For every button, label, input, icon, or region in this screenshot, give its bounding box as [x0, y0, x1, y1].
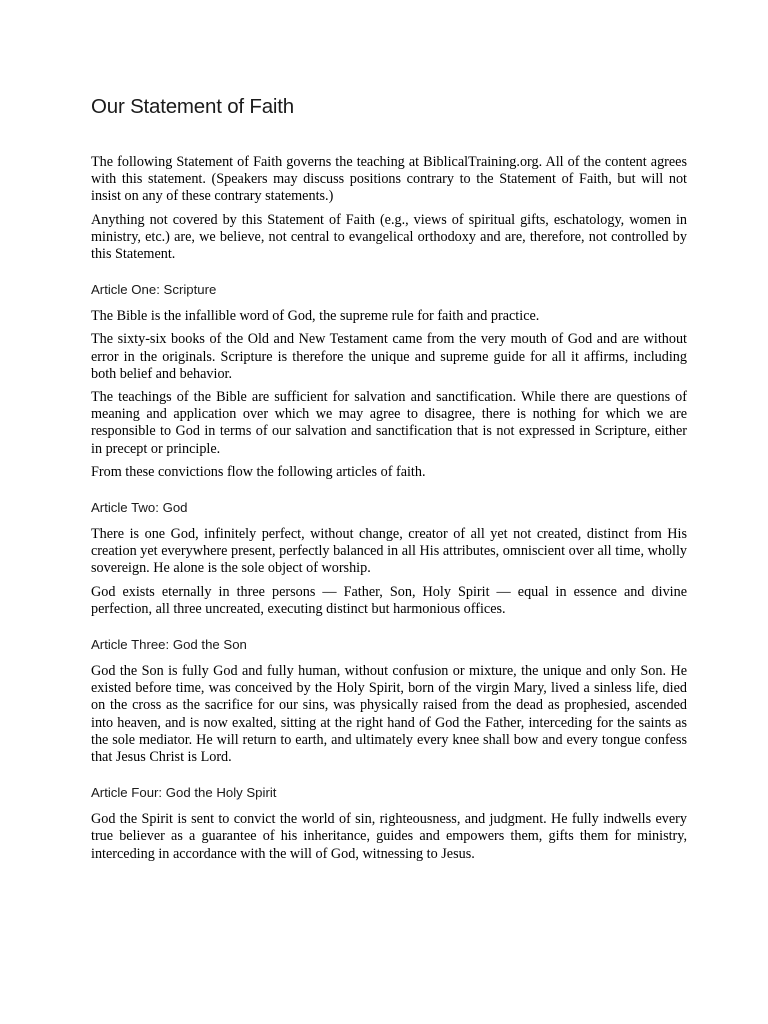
article-two-section: [91, 499, 687, 618]
article-paragraph: The sixty-six books of the Old and New Testament came from the very mouth of God and are without error in the originals. Scripture is therefore the unique and supreme guide for all it affirms, including both belief and behavior.: [91, 331, 687, 382]
page-title: Our Statement of Faith: [91, 95, 294, 118]
article-four-section: [91, 784, 687, 863]
article-one-heading: Article One: Scripture: [91, 282, 217, 298]
article-two-heading: Article Two: God: [91, 500, 188, 516]
article-paragraph: God the Spirit is sent to convict the world of sin, righteousness, and judgment. He fully indwells every true believer as a guarantee of his inheritance, guides and empowers them, gifts them for ministry, interceding in accordance with the will of God, witnessing to Jesus.: [91, 811, 687, 862]
article-paragraph: There is one God, infinitely perfect, without change, creator of all yet not created, distinct from His creation yet everywhere present, perfectly balanced in all His attributes, omniscient over all time, wholly sovereign. He alone is the sole object of worship.: [91, 526, 687, 577]
intro-paragraph: Anything not covered by this Statement of Faith (e.g., views of spiritual gifts, eschatology, women in ministry, etc.) are, we believe, not central to evangelical orthodoxy and are, therefore, not controlled by this Statement.: [91, 211, 687, 263]
document-page: [91, 92, 687, 869]
article-four-heading: Article Four: God the Holy Spirit: [91, 785, 277, 801]
article-paragraph: God exists eternally in three persons — Father, Son, Holy Spirit — equal in essence and divine perfection, all three uncreated, executing distinct but harmonious offices.: [91, 583, 687, 617]
intro-paragraph: The following Statement of Faith governs the teaching at BiblicalTraining.org. All of the content agrees with this statement. (Speakers may discuss positions contrary to the Statement of Faith, but will not insist on any of these contrary statements.): [91, 154, 687, 205]
intro-section: [91, 154, 687, 263]
article-paragraph: The Bible is the infallible word of God, the supreme rule for faith and practice.: [91, 308, 540, 325]
article-three-heading: Article Three: God the Son: [91, 637, 247, 653]
article-three-section: [91, 636, 687, 766]
article-paragraph: God the Son is fully God and fully human, without confusion or mixture, the unique and only Son. He existed before time, was conceived by the Holy Spirit, born of the virgin Mary, lived a sinless life, died on the cross as the sacrifice for our sins, was physically raised from the dead as prophesied, ascended into heaven, and is now exalted, sitting at the right hand of God the Father, interceding for the saints as the sole mediator. He will return to earth, and ultimately every knee shall bow and every tongue confess that Jesus Christ is Lord.: [91, 663, 687, 766]
article-one-section: [91, 281, 687, 481]
article-paragraph: From these convictions flow the following articles of faith.: [91, 463, 426, 480]
article-paragraph: The teachings of the Bible are sufficient for salvation and sanctification. While there are questions of meaning and application over which we may agree to disagree, there is nothing for which we are responsible to God in terms of our salvation and sanctification that is not expressed in Scripture, either in precept or principle.: [91, 389, 687, 457]
